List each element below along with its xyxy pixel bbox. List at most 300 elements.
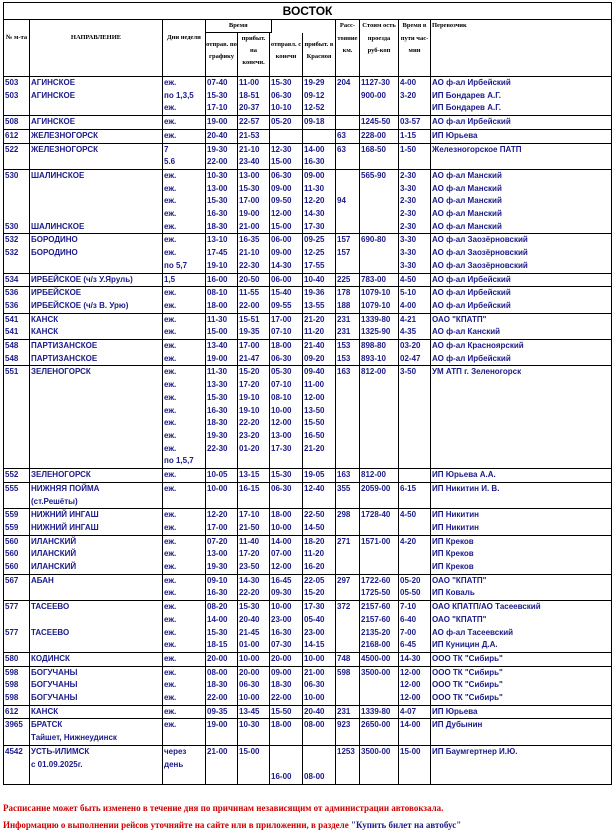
fare-cell [360,143,399,169]
days-of-week: еж. [164,627,177,637]
arrival-terminal-time-cell [238,287,270,313]
fare-cell [360,234,399,273]
departure-time: 19-10 [207,260,228,270]
departure-terminal-time: 12-00 [271,209,292,219]
distance-cell [336,313,360,339]
arrival-krasnoyarsk-time-cell [303,129,336,143]
direction: ЖЕЛЕЗНОГОРСК [31,130,98,140]
fare: 168-50 [361,144,386,154]
carrier: УМ АТП г. Зеленогорск [432,367,522,377]
arrival-krasnoyarsk-time: 16-30 [304,157,325,167]
travel-time-cell [399,574,431,600]
carrier: Железногорское ПАТП [432,144,522,154]
direction: АБАН [31,575,54,585]
days-of-week: еж. [164,667,177,677]
days-of-week: еж. [164,640,177,650]
arrival-krasnoyarsk-time: 23-00 [304,627,325,637]
departure-time-cell [206,129,238,143]
days-of-week-cell [163,116,206,130]
departure-terminal-time: 15-30 [271,470,292,480]
notice-check-trips-text: Информацию о выполнении рейсов уточняйте на сайте или в приложении, в разделе [3,820,351,830]
direction-cell [30,340,163,366]
departure-time-cell [206,287,238,313]
fare: 3500-00 [361,746,391,756]
arrival-terminal-time: 16-15 [239,483,260,493]
travel-time: 4-00 [400,300,417,310]
fare: 4500-00 [361,653,391,663]
distance: 231 [337,706,351,716]
departure-terminal-time: 14-00 [271,536,292,546]
travel-time: 4-50 [400,510,417,520]
direction-cell [30,234,163,273]
arrival-krasnoyarsk-time: 22-50 [304,510,325,520]
carrier: ОАО КПАТП/АО Тасеевский [432,602,541,612]
table-row [4,116,612,130]
arrival-terminal-time: 13-00 [239,170,260,180]
departure-terminal-time-cell [270,116,303,130]
days-of-week: еж. [164,588,177,598]
arrival-krasnoyarsk-time: 21-00 [304,667,325,677]
carrier-cell [431,143,612,169]
route-number: 612 [5,706,19,716]
distance-cell [336,535,360,574]
fare: 812-00 [361,367,386,377]
arrival-terminal-time: 20-00 [239,667,260,677]
departure-time-cell [206,666,238,705]
direction: КАНСК [31,706,59,716]
route-number: 503 [5,78,19,87]
arrival-krasnoyarsk-time: 12-20 [304,196,325,206]
arrival-krasnoyarsk-time: 12-00 [304,392,325,402]
table-row [4,287,612,313]
days-of-week-cell [163,313,206,339]
days-of-week-cell [163,509,206,535]
arrival-krasnoyarsk-time: 06-30 [304,680,325,690]
days-of-week: еж. [164,720,177,730]
arrival-krasnoyarsk-time: 14-50 [304,522,325,532]
carrier: ОАО "КПАТП" [432,614,487,624]
carrier: АО ф-ал Канский [432,327,501,337]
carrier: ОАО "КПАТП" [432,575,487,585]
travel-time-cell [399,601,431,653]
days-of-week: еж. [164,680,177,690]
route-number: 559 [5,510,19,520]
direction: ЖЕЛЕЗНОГОРСК [31,144,98,154]
distance: 157 [337,235,351,245]
distance: 231 [337,327,351,337]
direction-cell [30,273,163,287]
arrival-krasnoyarsk-time: 11-00 [304,380,325,390]
fare: 1079-10 [361,300,391,310]
distance: 188 [337,300,351,310]
travel-time: 3-30 [400,183,417,193]
arrival-krasnoyarsk-time-cell [303,601,336,653]
departure-terminal-time: 07-10 [271,327,292,337]
travel-time: 5-10 [400,288,417,298]
schedule-table [3,2,612,785]
carrier: ИП Никитин [432,510,480,520]
table-row [4,705,612,719]
departure-time: 16-30 [207,209,228,219]
arrival-terminal-time-cell [238,601,270,653]
departure-time: 09-10 [207,575,228,585]
distance-cell [336,705,360,719]
departure-time: 17-00 [207,522,228,532]
departure-terminal-time: 07-00 [271,549,292,559]
fare-cell [360,273,399,287]
departure-terminal-time-cell [270,77,303,116]
departure-terminal-time: 09-30 [271,588,292,598]
carrier: ООО ТК "Сибирь" [432,667,503,677]
arrival-krasnoyarsk-time-cell [303,719,336,745]
fare: 2157-60 [361,614,391,624]
departure-time: 19-30 [207,430,228,440]
arrival-terminal-time: 22-30 [239,260,260,270]
travel-time: 3-30 [400,260,417,270]
departure-time-cell [206,143,238,169]
travel-time: 02-47 [400,353,421,363]
arrival-terminal-time: 20-40 [239,614,260,624]
departure-time: 17-45 [207,248,228,258]
travel-time: 2-30 [400,209,417,219]
carrier: ИП Креков [432,549,474,559]
arrival-terminal-time: 21-47 [239,353,260,363]
days-of-week-cell [163,601,206,653]
schedule-rows [4,77,612,785]
route-number: 534 [5,274,19,284]
fare: 1722-60 [361,575,391,585]
arrival-krasnoyarsk-time-cell [303,666,336,705]
departure-time-cell [206,169,238,234]
travel-time: 3-30 [400,235,417,245]
departure-terminal-time-cell [270,469,303,483]
days-of-week: еж. [164,536,177,546]
departure-time: 15-30 [207,627,228,637]
travel-time-cell [399,469,431,483]
carrier-cell [431,509,612,535]
travel-time: 4-07 [400,706,417,716]
direction: БОГУЧАНЫ [31,693,78,703]
direction: НИЖНИЙ ИНГАШ [31,522,99,532]
arrival-terminal-time-cell [238,705,270,719]
distance: 748 [337,653,351,663]
travel-time-cell [399,366,431,469]
direction: ИЛАНСКИЙ [31,562,77,572]
carrier: ИП Никитин [432,522,480,532]
carrier-cell [431,313,612,339]
fare-cell [360,77,399,116]
days-of-week: еж. [164,196,177,206]
arrival-krasnoyarsk-time: 21-20 [304,314,325,324]
arrival-terminal-time-cell [238,77,270,116]
days-of-week-cell [163,340,206,366]
carrier: АО ф-ал Ирбейский [432,300,511,310]
days-of-week: еж. [164,248,177,258]
distance-cell [336,719,360,745]
arrival-krasnoyarsk-time: 19-05 [304,470,325,480]
departure-terminal-time: 07-10 [271,380,292,390]
travel-time: 4-21 [400,314,417,324]
departure-terminal-time: 16-45 [271,575,292,585]
carrier: ООО ТК "Сибирь" [432,653,503,663]
fare-cell [360,469,399,483]
departure-time: 22-00 [207,693,228,703]
direction: ШАЛИНСКОЕ [31,170,85,180]
direction-cell [30,719,163,745]
notice-check-trips [3,820,461,830]
route-number: 532 [5,235,19,245]
distance: 372 [337,602,351,612]
departure-terminal-time: 06-00 [271,235,292,245]
distance: 94 [337,196,346,206]
days-of-week: еж. [164,418,177,428]
arrival-terminal-time: 15-20 [239,367,260,377]
days-of-week: еж. [164,510,177,520]
route-number-cell [4,313,30,339]
travel-time: 14-30 [400,653,421,663]
carrier: ООО ТК "Сибирь" [432,680,503,690]
header-num: № м-та [4,20,30,77]
arrival-terminal-time-cell [238,719,270,745]
fare: 1339-80 [361,314,391,324]
travel-time-cell [399,129,431,143]
departure-time: 19-00 [207,720,228,730]
departure-time-cell [206,705,238,719]
arrival-krasnoyarsk-time-cell [303,652,336,666]
arrival-krasnoyarsk-time: 09-18 [304,117,325,127]
carrier: АО ф-ал Заозёрновский [432,235,528,245]
days-of-week: еж. [164,367,177,377]
departure-time: 13-00 [207,549,228,559]
arrival-krasnoyarsk-time-cell [303,509,336,535]
distance-cell [336,482,360,508]
direction: ИЛАНСКИЙ [31,536,77,546]
fare: 1725-50 [361,588,391,598]
departure-time-cell [206,234,238,273]
departure-terminal-time: 05-30 [271,367,292,377]
arrival-krasnoyarsk-time: 19-29 [304,78,325,87]
departure-terminal-time-cell [270,652,303,666]
carrier-cell [431,745,612,784]
arrival-terminal-time-cell [238,234,270,273]
route-number: 530 [5,221,19,231]
arrival-terminal-time: 23-20 [239,430,260,440]
departure-time: 18-30 [207,221,228,231]
departure-time: 11-30 [207,367,228,377]
direction: АГИНСКОЕ [31,78,76,87]
fare: 2168-00 [361,640,391,650]
days-of-week: 1,5 [164,274,176,284]
departure-terminal-time-cell [270,169,303,234]
travel-time-cell [399,234,431,273]
days-of-week: еж. [164,392,177,402]
arrival-terminal-time-cell [238,652,270,666]
direction: БОРОДИНО [31,248,78,258]
travel-time: 4-35 [400,327,417,337]
distance: 297 [337,575,351,585]
arrival-krasnoyarsk-time-cell [303,77,336,116]
arrival-krasnoyarsk-time-cell [303,574,336,600]
carrier-cell [431,77,612,116]
arrival-terminal-time: 17-00 [239,341,260,351]
arrival-terminal-time: 10-00 [239,693,260,703]
departure-terminal-time: 06-30 [271,170,292,180]
route-number [5,208,28,221]
route-number-cell [4,273,30,287]
arrival-krasnoyarsk-time: 17-30 [304,602,325,612]
table-row [4,77,612,116]
carrier: АО ф-ал Ирбейский [432,78,511,87]
departure-time: 19-00 [207,353,228,363]
fare: 690-80 [361,235,386,245]
distance-cell [336,169,360,234]
carrier: ОАО "КПАТП" [432,314,487,324]
arrival-krasnoyarsk-time: 20-40 [304,706,325,716]
arrival-terminal-time-cell [238,273,270,287]
travel-time: 12-00 [400,667,421,677]
departure-terminal-time: 15-30 [271,78,292,87]
direction: ШАЛИНСКОЕ [31,221,85,231]
carrier: АО ф-ал Манский [432,183,502,193]
departure-terminal-time: 06-30 [271,483,292,493]
departure-time: 13-00 [207,183,228,193]
arrival-terminal-time-cell [238,366,270,469]
departure-terminal-time-cell [270,666,303,705]
arrival-terminal-time: 06-30 [239,680,260,690]
direction: ИРБЕЙСКОЕ (ч/з У.Яруль) [31,274,133,284]
direction-cell [30,745,163,784]
direction: ТАСЕЕВО [31,602,70,612]
travel-time: 15-00 [400,746,421,756]
departure-time: 15-00 [207,327,228,337]
days-of-week: еж. [164,78,177,87]
distance: 163 [337,367,351,377]
distance-cell [336,77,360,116]
days-of-week-cell [163,574,206,600]
arrival-krasnoyarsk-time: 11-20 [304,327,325,337]
table-row [4,652,612,666]
fare-cell [360,666,399,705]
route-number-cell [4,366,30,469]
route-number-cell [4,234,30,273]
route-number: 612 [5,130,19,140]
route-number-cell [4,535,30,574]
route-number-cell [4,129,30,143]
buy-ticket-link[interactable]: "Купить билет на автобус" [350,820,462,830]
departure-terminal-time-cell [270,574,303,600]
page-title: ВОСТОК [4,3,612,20]
departure-terminal-time: 09-50 [271,196,292,206]
table-row [4,234,612,273]
fare-cell [360,313,399,339]
distance: 63 [337,130,346,140]
days-of-week: еж. [164,170,177,180]
carrier: ИП Дубынин [432,720,483,730]
fare: 1571-00 [361,536,391,546]
travel-time-cell [399,116,431,130]
travel-time: 4-00 [400,78,417,87]
days-of-week: еж. [164,706,177,716]
departure-time: 16-30 [207,405,228,415]
table-row [4,143,612,169]
departure-time: 18-00 [207,300,228,310]
route-number: 3965 [5,720,23,730]
arrival-terminal-time: 22-20 [239,418,260,428]
arrival-krasnoyarsk-time: 14-15 [304,640,325,650]
days-of-week: еж. [164,614,177,624]
arrival-krasnoyarsk-time: 10-00 [304,653,325,663]
distance: 225 [337,274,351,284]
departure-time-cell [206,482,238,508]
departure-terminal-time: 15-00 [271,221,292,231]
direction [31,614,161,627]
direction: ПАРТИЗАНСКОЕ [31,341,98,351]
departure-terminal-time: 15-40 [271,288,292,298]
arrival-krasnoyarsk-time-cell [303,482,336,508]
departure-terminal-time: 10-00 [271,522,292,532]
route-number: 577 [5,627,19,637]
direction-cell [30,169,163,234]
departure-time: 10-30 [207,170,228,180]
departure-terminal-time [271,746,301,759]
fare-cell [360,169,399,234]
departure-terminal-time-cell [270,340,303,366]
fare-cell [360,509,399,535]
departure-time-cell [206,745,238,784]
fare-cell [360,705,399,719]
fare: 1325-90 [361,327,391,337]
distance-cell [336,366,360,469]
route-number-cell [4,482,30,508]
route-number-cell [4,169,30,234]
arrival-terminal-time: 21-10 [239,248,260,258]
departure-time: 18-30 [207,418,228,428]
travel-time-cell [399,666,431,705]
arrival-terminal-time: 17-00 [239,196,260,206]
fare: 898-80 [361,341,386,351]
fare-cell [360,340,399,366]
fare-cell [360,116,399,130]
departure-time-cell [206,116,238,130]
travel-time: 2-30 [400,196,417,206]
carrier-cell [431,652,612,666]
carrier-cell [431,469,612,483]
days-of-week: еж. [164,380,177,390]
travel-time-cell [399,143,431,169]
days-of-week: еж. [164,209,177,219]
arrival-krasnoyarsk-time-cell [303,535,336,574]
arrival-krasnoyarsk-time: 09-25 [304,235,325,245]
arrival-terminal-time: 21-00 [239,221,260,231]
days-of-week: еж. [164,470,177,480]
departure-terminal-time-cell [270,234,303,273]
departure-terminal-time: 20-00 [271,653,292,663]
departure-terminal-time: 15-00 [271,157,292,167]
days-of-week: еж. [164,117,177,127]
days-of-week-cell [163,469,206,483]
arrival-krasnoyarsk-time: 11-30 [304,183,325,193]
departure-terminal-time: 18-00 [271,720,292,730]
fare: 1127-30 [361,78,390,87]
departure-time: 18-30 [207,680,228,690]
arrival-krasnoyarsk-time: 21-40 [304,341,325,351]
direction-cell [30,469,163,483]
departure-time: 12-20 [207,510,228,520]
departure-time: 19-00 [207,117,228,127]
travel-time: 4-50 [400,274,417,284]
days-of-week: еж. [164,221,177,231]
days-of-week: еж. [164,300,177,310]
